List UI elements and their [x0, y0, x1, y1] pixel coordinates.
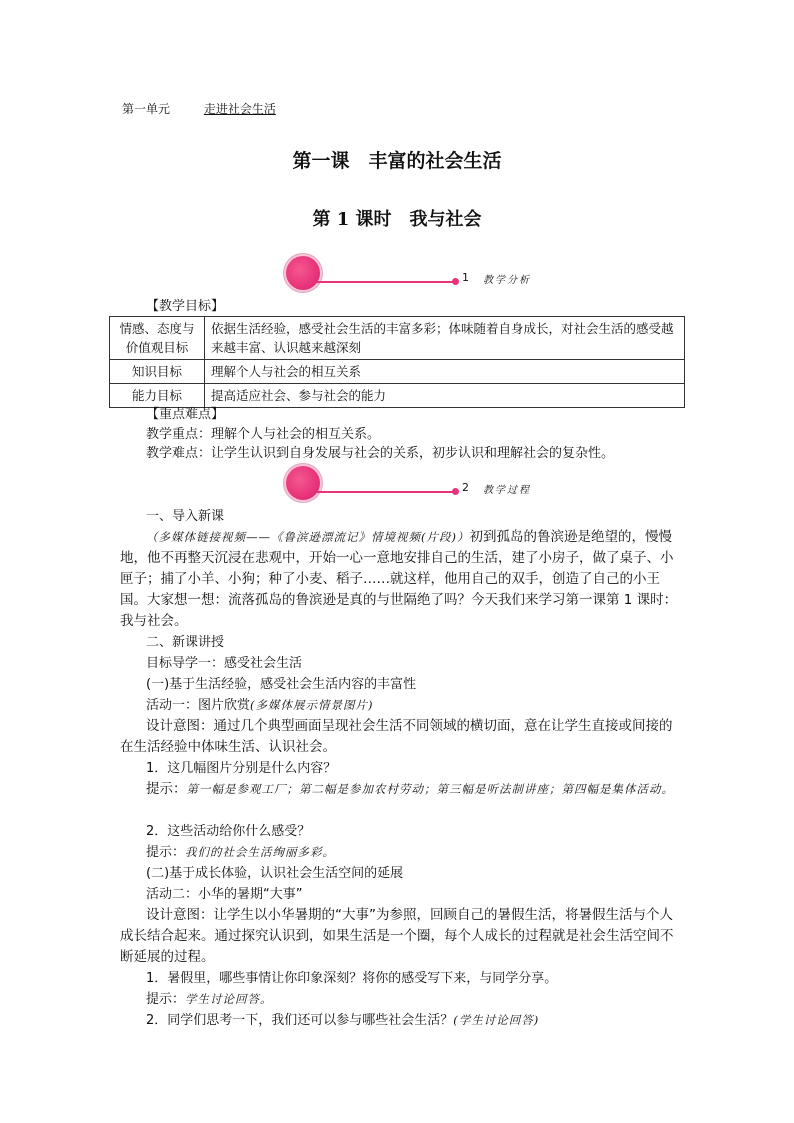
section-marker-analysis — [286, 256, 576, 292]
answer-2-label: 提示： — [146, 845, 186, 860]
question-4-text: 2．同学们思考一下，我们还可以参与哪些社会生活？ — [146, 1013, 454, 1028]
marker-label: 教学分析 — [483, 275, 531, 286]
difficult-point: 教学难点：让学生认识到自身发展与社会的关系，初步认识和理解社会的复杂性。 — [146, 446, 615, 461]
pink-circle-icon — [286, 466, 320, 500]
question-3: 1．暑假里，哪些事情让你印象深刻？将你的感受写下来，与同学分享。 — [146, 971, 558, 986]
activity-1-hint: (多媒体展示情景图片) — [250, 698, 374, 712]
answer-2 — [146, 842, 335, 863]
answer-2-hint: 我们的社会生活绚丽多彩。 — [185, 845, 336, 859]
marker-number: 1 — [462, 271, 469, 284]
activity-1-label: 活动一：图片欣赏 — [146, 698, 251, 713]
table-row — [110, 360, 685, 384]
question-4 — [146, 1010, 539, 1031]
part-2-heading: (二)基于成长体验，认识社会生活空间的延展 — [146, 866, 404, 881]
key-heading: 【重点难点】 — [146, 407, 225, 422]
goals-heading: 【教学目标】 — [146, 299, 225, 314]
answer-1 — [120, 779, 680, 800]
section-marker-process — [286, 466, 576, 502]
table-cell-value: 理解个人与社会的相互关系 — [205, 360, 685, 384]
answer-1-hint: 第一幅是参观工厂；第二幅是参加农村劳动；第三幅是听法制讲座；第四幅是集体活动。 — [186, 782, 674, 796]
page-header — [122, 100, 276, 117]
question-1: 1．这几幅图片分别是什么内容？ — [146, 761, 337, 776]
activity-2: 活动二：小华的暑期“大事” — [146, 887, 303, 902]
table-cell-value: 提高适应社会、参与社会的能力 — [205, 384, 685, 408]
marker-number: 2 — [462, 481, 469, 494]
goal-guide-1: 目标导学一：感受社会生活 — [146, 656, 303, 671]
unit-label: 第一单元 — [122, 102, 171, 116]
design-intent-2: 设计意图：让学生以小华暑期的“大事”为参照，回顾自己的暑假生活，将暑假生活与个人成长结合起来。通过探究认识到，如果生活是一个圈，每个人成长的过程就是社会生活空间不断延展的过程。 — [120, 907, 674, 965]
table-row — [110, 317, 685, 360]
section-intro: 一、导入新课 — [146, 509, 225, 524]
activity-1 — [146, 695, 374, 716]
marker-line — [316, 491, 456, 493]
marker-label: 教学过程 — [483, 485, 531, 496]
unit-topic: 走进社会生活 — [203, 102, 276, 116]
question-4-hint: (学生讨论回答) — [453, 1013, 540, 1027]
answer-1-label: 提示： — [146, 781, 187, 797]
answer-3-hint: 学生讨论回答。 — [185, 992, 273, 1006]
answer-3-label: 提示： — [146, 992, 186, 1007]
table-cell-value: 依据生活经验，感受社会生活的丰富多彩；体味随着自身成长，对社会生活的感受越来越丰富、认识越来越深刻 — [205, 317, 685, 360]
table-cell-key: 情感、态度与价值观目标 — [110, 317, 205, 360]
table-cell-key: 知识目标 — [110, 360, 205, 384]
answer-3 — [146, 989, 273, 1010]
marker-dot-icon — [452, 278, 459, 285]
goals-table — [109, 316, 685, 408]
period-title: 第 1 课时 我与社会 — [312, 209, 482, 230]
lesson-title: 第一课 丰富的社会生活 — [292, 150, 502, 172]
key-point: 教学重点：理解个人与社会的相互关系。 — [146, 427, 381, 442]
section-new: 二、新课讲授 — [146, 635, 225, 650]
design-intent-1: 设计意图：通过几个典型画面呈现社会生活不同领域的横切面，意在让学生直接或间接的在生活经验中体味生活、认识社会。 — [120, 718, 673, 755]
question-2: 2．这些活动给你什么感受？ — [146, 824, 311, 839]
table-cell-key: 能力目标 — [110, 384, 205, 408]
pink-circle-icon — [286, 256, 320, 290]
intro-hint: （多媒体链接视频——《鲁滨逊漂流记》情境视频(片段)） — [146, 530, 470, 544]
marker-line — [316, 281, 456, 283]
intro-text: 初到孤岛的鲁滨逊是绝望的，慢慢地，他不再整天沉浸在悲观中，开始一心一意地安排自己的生活，建了小房子，做了桌子、小匣子；捕了小羊、小狗；种了小麦、稻子……就这样，他用自己的双手，创造了自己的小王国。大家想一想：流落孤岛的鲁滨逊是真的与世隔绝了吗？今天我们来学习第一课第 1 课时：我与社会。 — [120, 529, 678, 629]
marker-dot-icon — [452, 488, 459, 495]
intro-paragraph — [120, 527, 680, 632]
part-1-heading: (一)基于生活经验，感受社会生活内容的丰富性 — [146, 677, 417, 692]
